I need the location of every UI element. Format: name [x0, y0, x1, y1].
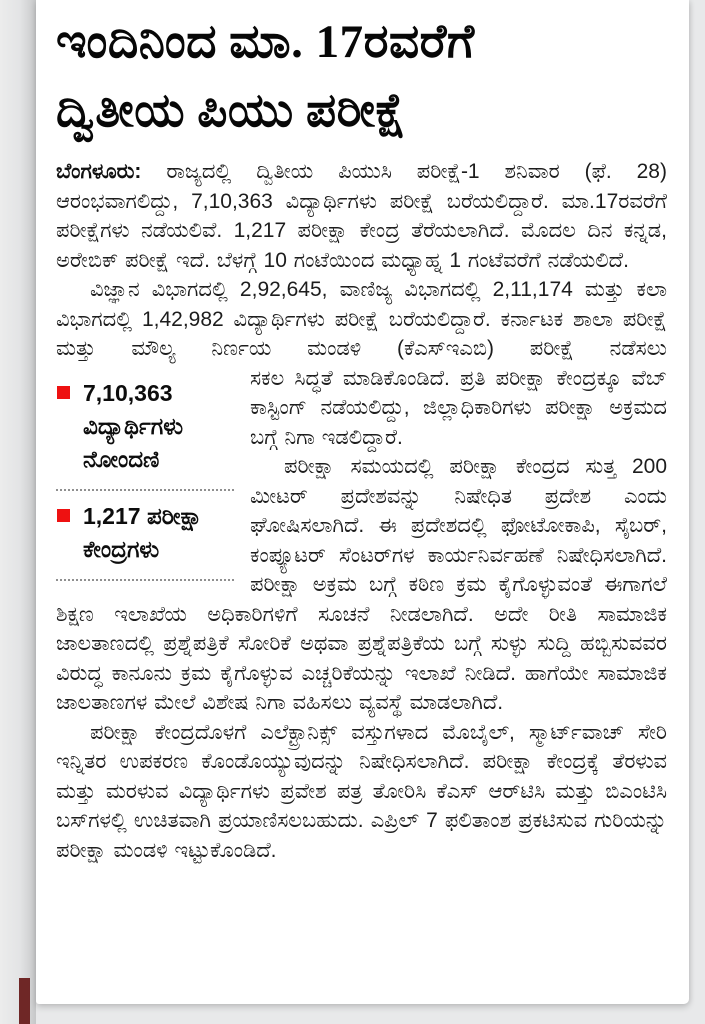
fact-item-text: 7,10,363 ವಿದ್ಯಾರ್ಥಿಗಳು ನೋಂದಣಿ	[83, 379, 184, 472]
red-square-bullet-icon	[57, 509, 70, 522]
paragraph-1	[56, 157, 667, 275]
paragraph-2-lead: ವಿಜ್ಞಾನ ವಿಭಾಗದಲ್ಲಿ 2,92,645, ವಾಣಿಜ್ಯ ವಿಭಾಗದಲ್ಲಿ 2,11,174 ಮತ್ತು ಕಲಾ ವಿಭಾಗದಲ್ಲಿ 1,42,982 ವಿದ್ಯಾರ್ಥಿಗಳು ಪರೀಕ್ಷೆ ಬರೆಯಲಿದ್ದಾರೆ. ಕರ್ನಾಟಕ ಶಾಲಾ ಪರೀಕ್ಷೆ ಮತ್ತು ಮೌಲ್ಯ ನಿರ್ಣಯ ಮಂಡಳಿ (ಕೆಎಸ್‌ಇಎಬಿ) ಪರೀಕ್ಷೆ ನಡೆಸಲು	[56, 278, 667, 361]
dateline: ಬೆಂಗಳೂರು:	[56, 160, 142, 184]
newspaper-sheet	[36, 0, 689, 1004]
fact-item-registrations	[56, 368, 234, 491]
article-body	[56, 157, 667, 865]
paragraph-4: ಪರೀಕ್ಷಾ ಕೇಂದ್ರದೊಳಗೆ ಎಲೆಕ್ಟ್ರಾನಿಕ್ಸ್ ವಸ್ತುಗಳಾದ ಮೊಬೈಲ್, ಸ್ಮಾರ್ಟ್‌ವಾಚ್ ಸೇರಿ ಇನ್ನಿತರ ಉಪಕರಣ ಕೊಂಡೊಯ್ಯುವುದನ್ನು ನಿಷೇಧಿಸಲಾಗಿದೆ. ಪರೀಕ್ಷಾ ಕೇಂದ್ರಕ್ಕೆ ತೆರಳುವ ಮತ್ತು ಮರಳುವ ವಿದ್ಯಾರ್ಥಿಗಳು ಪ್ರವೇಶ ಪತ್ರ ತೋರಿಸಿ ಕೆಎಸ್ ಆರ್‌ಟಿಸಿ ಮತ್ತು ಬಿಎಂಟಿಸಿ ಬಸ್‌ಗಳಲ್ಲಿ ಉಚಿತವಾಗಿ ಪ್ರಯಾಣಿಸಲಬಹುದು. ಎಪ್ರಿಲ್ 7 ಫಲಿತಾಂಶ ಪ್ರಕಟಿಸುವ ಗುರಿಯನ್ನು ಪರೀಕ್ಷಾ ಮಂಡಳಿ ಇಟ್ಟುಕೊಂಡಿದೆ.	[56, 720, 667, 862]
paragraph-2-rest: ಸಕಲ ಸಿದ್ಧತೆ ಮಾಡಿಕೊಂಡಿದೆ. ಪ್ರತಿ ಪರೀಕ್ಷಾ ಕೇಂದ್ರಕ್ಕೂ ವೆಬ್ ಕಾಸ್ಟಿಂಗ್ ನಡೆಯಲಿದ್ದು, ಜಿಲ್ಲಾಧಿಕಾರಿಗಳು ಪರೀಕ್ಷಾ ಅಕ್ರಮದ ಬಗ್ಗೆ ನಿಗಾ ಇಡಲಿದ್ದಾರೆ.	[250, 366, 667, 449]
red-square-bullet-icon	[57, 386, 70, 399]
paragraph-3: ಪರೀಕ್ಷಾ ಸಮಯದಲ್ಲಿ ಪರೀಕ್ಷಾ ಕೇಂದ್ರದ ಸುತ್ತ 200 ಮೀಟರ್ ಪ್ರದೇಶವನ್ನು ನಿಷೇಧಿತ ಪ್ರದೇಶ ಎಂದು ಘೋಷಿಸಲಾಗಿದೆ. ಈ ಪ್ರದೇಶದಲ್ಲಿ ಫೋಟೋಕಾಪಿ, ಸೈಬರ್, ಕಂಪ್ಯೂಟರ್ ಸೆಂಟರ್‌ಗಳ ಕಾರ್ಯನಿರ್ವಹಣೆ ನಿಷೇಧಿಸಲಾಗಿದೆ. ಪರೀಕ್ಷಾ ಅಕ್ರಮ ಬಗ್ಗೆ ಕಠಿಣ ಕ್ರಮ ಕೈಗೊಳ್ಳುವಂತೆ ಈಗಾಗಲೆ ಶಿಕ್ಷಣ ಇಲಾಖೆಯ ಅಧಿಕಾರಿಗಳಿಗೆ ಸೂಚನೆ ನೀಡಲಾಗಿದೆ. ಅದೇ ರೀತಿ ಸಾಮಾಜಿಕ ಜಾಲತಾಣದಲ್ಲಿ ಪ್ರಶ್ನೆಪತ್ರಿಕೆ ಸೋರಿಕೆ ಅಥವಾ ಪ್ರಶ್ನೆಪತ್ರಿಕೆಯ ಬಗ್ಗೆ ಸುಳ್ಳು ಸುದ್ದಿ ಹಬ್ಬಿಸುವವರ ವಿರುದ್ಧ ಕಾನೂನು ಕ್ರಮ ಕೈಗೊಳ್ಳುವ ಎಚ್ಚರಿಕೆಯನ್ನು ಇಲಾಖೆ ನೀಡಿದೆ. ಹಾಗೆಯೇ ಸಾಮಾಜಿಕ ಜಾಲತಾಣಗಳ ಮೇಲೆ ವಿಶೇಷ ನಿಗಾ ವಹಿಸಲು ವ್ಯವಸ್ಥೆ ಮಾಡಲಾಗಿದೆ.	[56, 455, 667, 715]
fact-box	[56, 368, 234, 581]
paragraph-1-text: ರಾಜ್ಯದಲ್ಲಿ ದ್ವಿತೀಯ ಪಿಯುಸಿ ಪರೀಕ್ಷೆ-1 ಶನಿವಾರ (ಫೆ. 28) ಆರಂಭವಾಗಲಿದ್ದು, 7,10,363 ವಿದ್ಯಾರ್ಥಿಗಳು ಪರೀಕ್ಷೆ ಬರೆಯಲಿದ್ದಾರೆ. ಮಾ.17ರವರೆಗೆ ಪರೀಕ್ಷೆಗಳು ನಡೆಯಲಿವೆ. 1,217 ಪರೀಕ್ಷಾ ಕೇಂದ್ರ ತೆರೆಯಲಾಗಿದೆ. ಮೊದಲ ದಿನ ಕನ್ನಡ, ಅರೇಬಿಕ್ ಪರೀಕ್ಷೆ ಇದೆ. ಬೆಳಗ್ಗೆ 10 ಗಂಟೆಯಿಂದ ಮಧ್ಯಾಹ್ನ 1 ಗಂಟೆವರೆಗೆ ನಡೆಯಲಿದೆ.	[56, 160, 667, 272]
page-edge-shadow	[0, 0, 36, 1024]
bottom-left-red-edge-mark	[19, 978, 30, 1024]
headline-line-2: ದ್ವಿತೀಯ ಪಿಯು ಪರೀಕ್ಷೆ	[56, 85, 407, 138]
article-headline	[56, 8, 667, 146]
fact-item-exam-centres	[56, 491, 234, 581]
fact-item-text: 1,217 ಪರೀಕ್ಷಾ ಕೇಂದ್ರಗಳು	[83, 502, 203, 562]
headline-line-1: ಇಂದಿನಿಂದ ಮಾ. 17ರವರೆಗೆ	[56, 16, 475, 68]
